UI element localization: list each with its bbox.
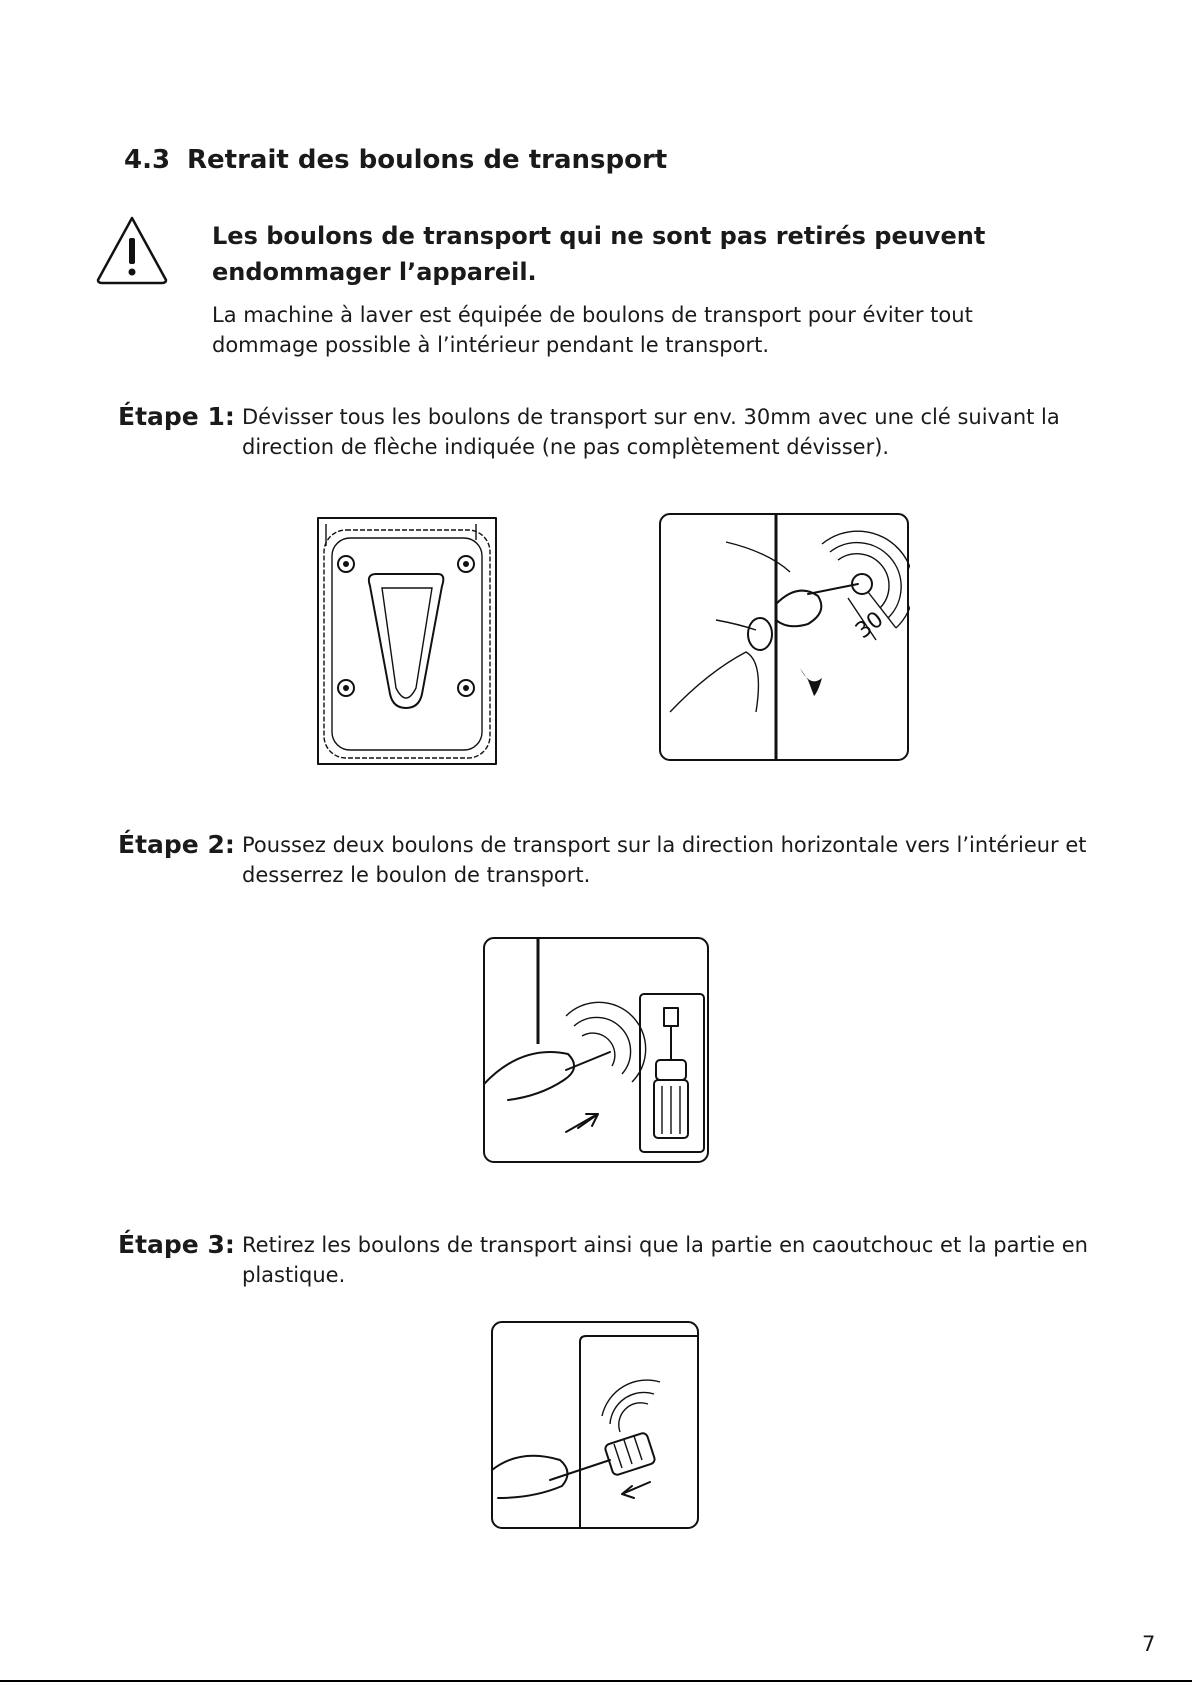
wrench-unscrew-illustration xyxy=(658,512,910,762)
step-3-text: Retirez les boulons de transport ainsi que la partie en caoutchouc et la partie en plastique. xyxy=(242,1233,1088,1287)
page-number: 7 xyxy=(1142,1632,1156,1656)
warning-body: La machine à laver est équipée de boulons de transport pour éviter tout dommage possible à l’intérieur pendant le transport. xyxy=(212,303,973,357)
step-1-label: Étape 1: xyxy=(118,402,235,431)
push-bolt-illustration xyxy=(482,936,710,1164)
step-2-label: Étape 2: xyxy=(118,830,235,859)
step-1-text: Dévisser tous les boulons de transport sur env. 30mm avec une clé suivant la direction de flèche indiquée (ne pas complètement dévisser). xyxy=(242,405,1060,459)
page-bottom-rule xyxy=(0,1680,1192,1682)
dimension-label: 30 xyxy=(851,607,889,644)
section-number: 4.3 xyxy=(124,145,171,175)
section-title: Retrait des boulons de transport xyxy=(187,145,668,175)
warning-triangle-icon xyxy=(96,214,168,286)
step-2-text: Poussez deux boulons de transport sur la direction horizontale vers l’intérieur et desserrez le boulon de transport. xyxy=(242,833,1087,887)
step-3-label: Étape 3: xyxy=(118,1230,235,1259)
machine-back-illustration xyxy=(316,516,498,766)
remove-bolt-illustration xyxy=(490,1320,700,1530)
warning-title: Les boulons de transport qui ne sont pas retirés peuvent endommager l’appareil. xyxy=(212,222,986,286)
